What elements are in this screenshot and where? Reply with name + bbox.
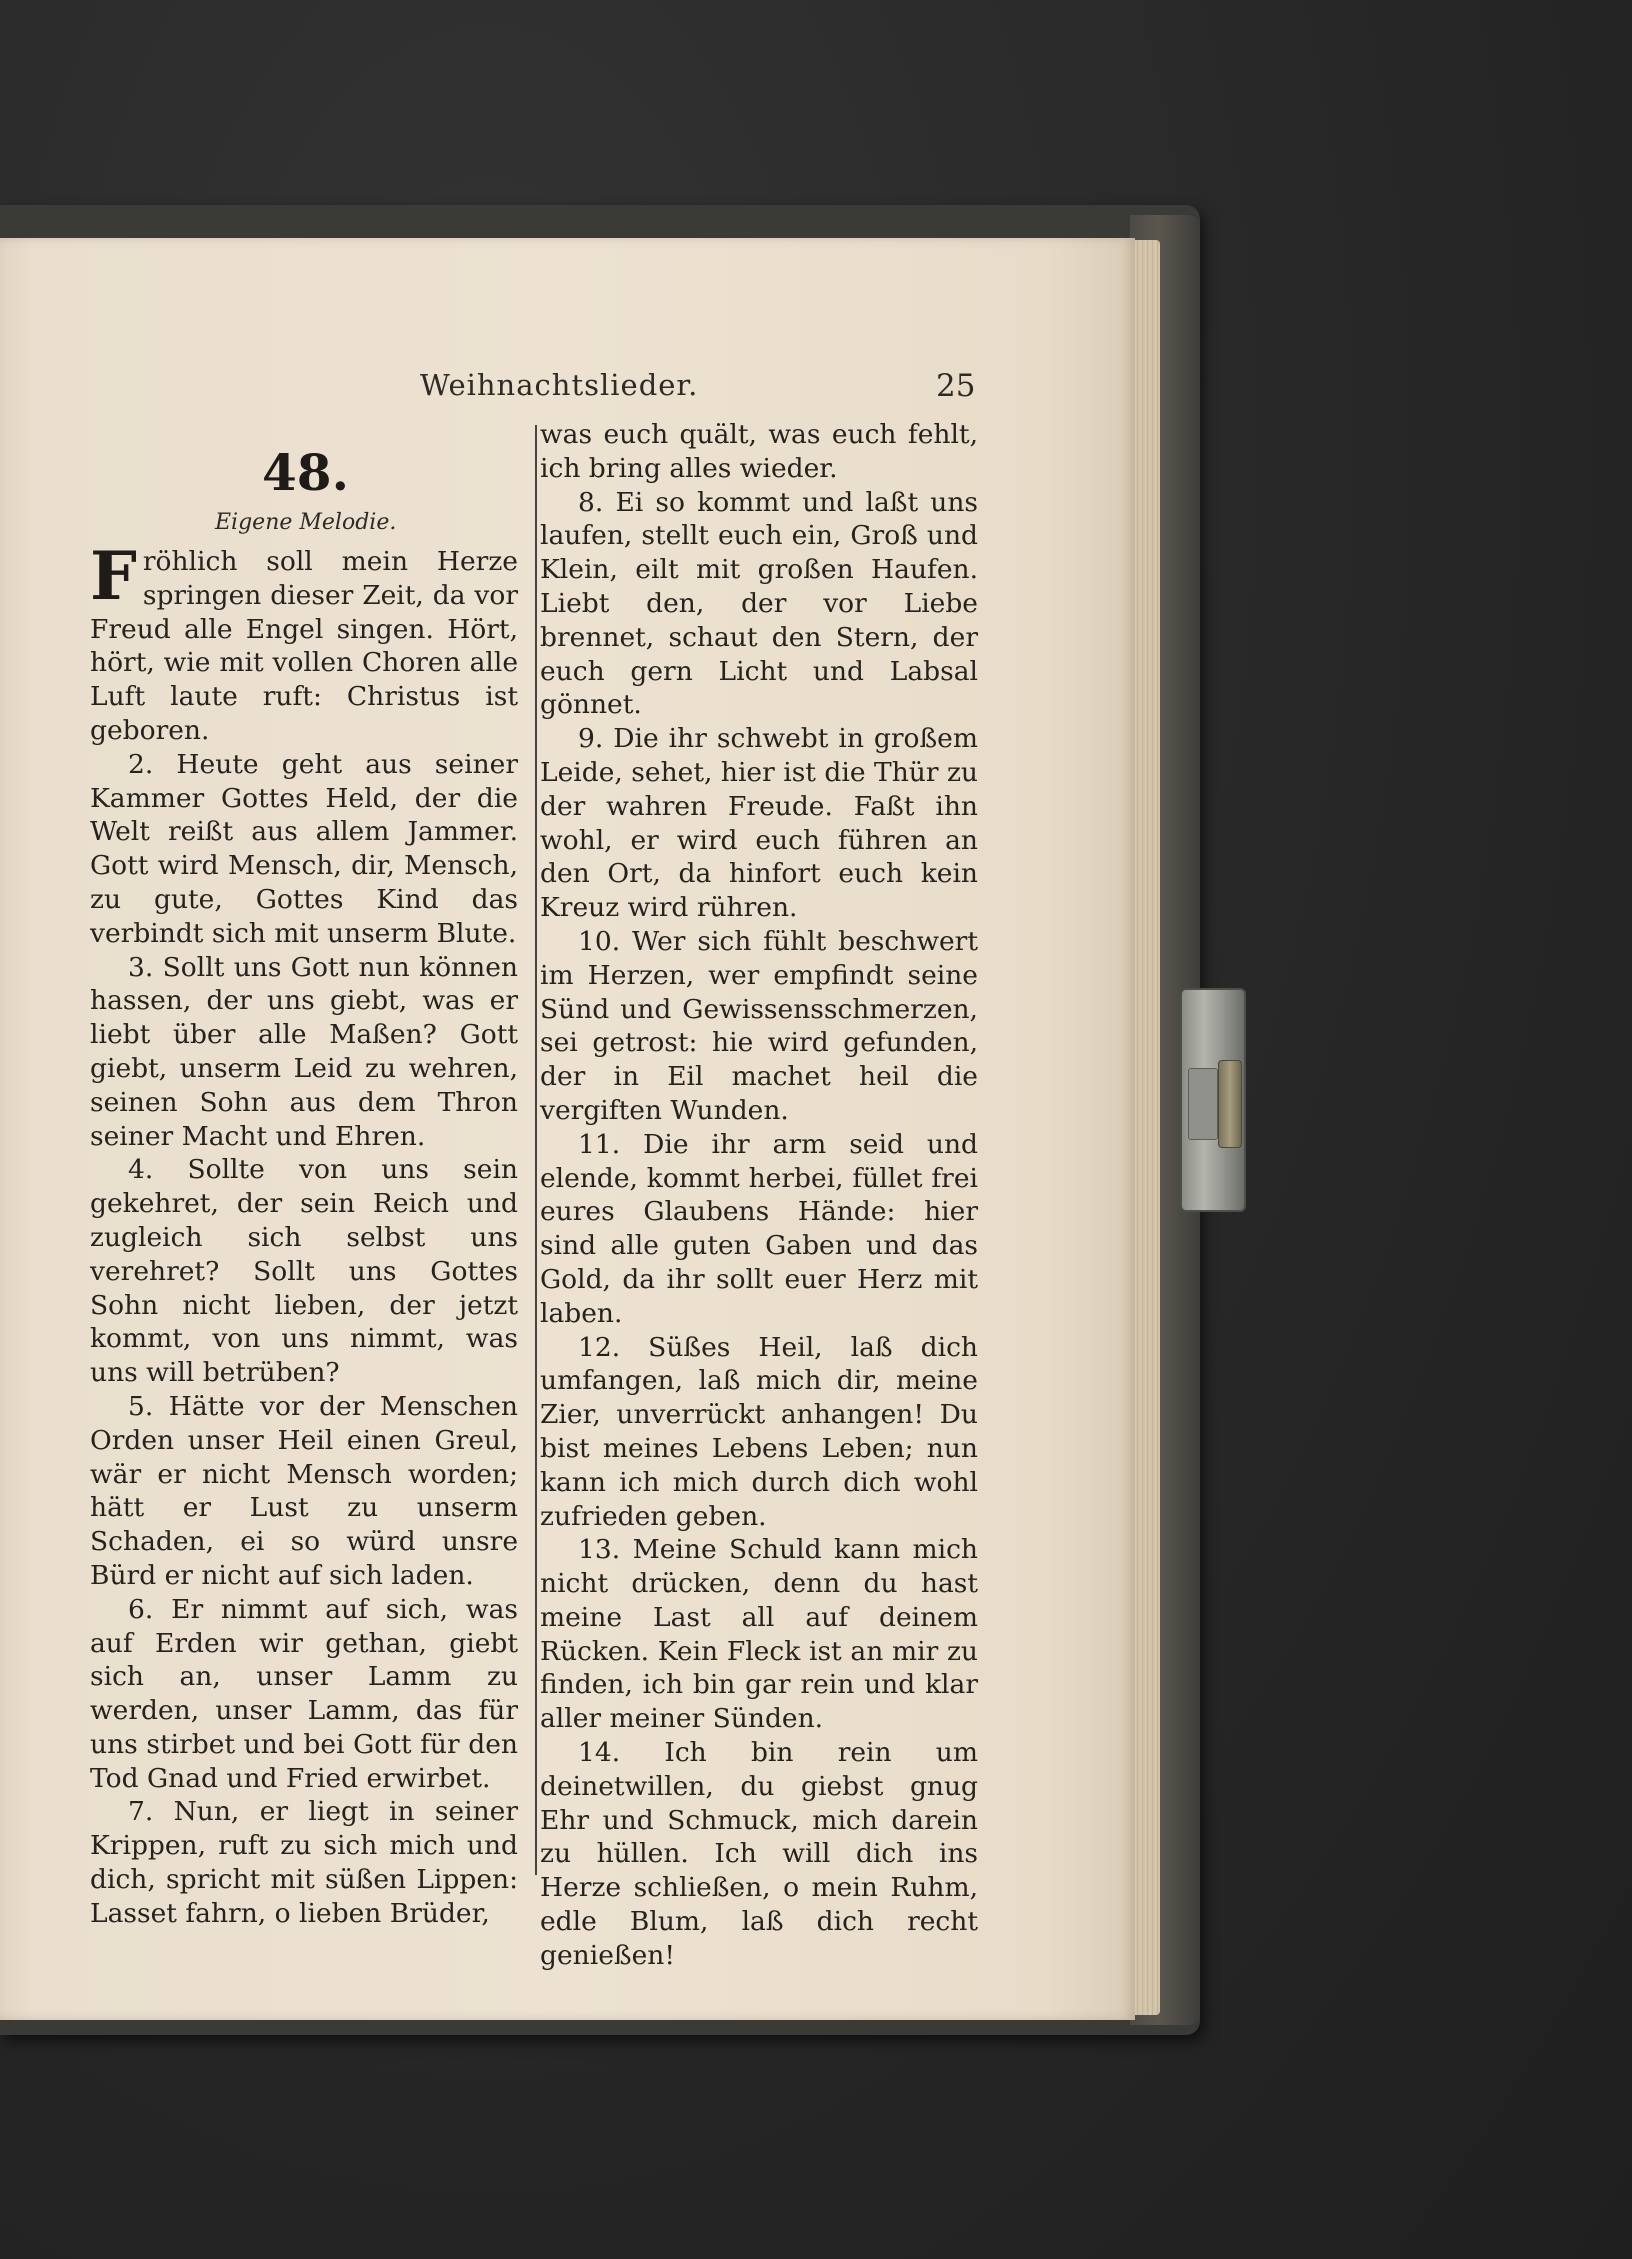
stanza-10: 10. Wer sich fühlt beschwert im Herzen, wer empfindt seine Sünd und Gewissensschmerzen, sei getrost: hie wird gefunden, der in Eil machet heil die vergiften Wunden. (540, 925, 978, 1126)
stanza-3: 3. Sollt uns Gott nun können hassen, der uns giebt, was er liebt über alle Maßen? Gott giebt, unserm Leid zu wehren, seinen Sohn aus dem Thron seiner Macht und Ehren. (90, 951, 518, 1152)
page-number: 25 (936, 368, 976, 404)
hymn-number: 48. (262, 443, 349, 502)
stanza-6: 6. Er nimmt auf sich, was auf Erden wir gethan, giebt sich an, unser Lamm zu werden, unser Lamm, das für uns stirbet und bei Gott für den Tod Gnad und Fried erwirbet. (90, 1593, 518, 1794)
column-divider (535, 425, 537, 1875)
stanza-4: 4. Sollte von uns sein gekehret, der sein Reich und zugleich sich selbst uns verehret? Sollt uns Gottes Sohn nicht lieben, der jetzt kommt, von uns nimmt, was uns will betrüben? (90, 1154, 518, 1389)
stanza-13: 13. Meine Schuld kann mich nicht drücken, denn du hast meine Last all auf deinem Rücken. Kein Fleck ist an mir zu finden, ich bin gar rein und klar aller meiner Sünden. (540, 1534, 978, 1735)
stanza-9: 9. Die ihr schwebt in großem Leide, sehet, hier ist die Thür zu der wahren Freude. Faßt ihn wohl, er wird euch führen an den Ort, da hinfort euch kein Kreuz wird rühren. (540, 723, 978, 924)
stanza-5: 5. Hätte vor der Menschen Orden unser Heil einen Greul, wär er nicht Mensch worden; hätt er Lust zu unserm Schaden, ei so würd unsre Bürd er nicht auf sich laden. (90, 1390, 518, 1591)
stanza-14: 14. Ich bin rein um deinetwillen, du giebst gnug Ehr und Schmuck, mich darein zu hüllen. Ich will dich ins Herze schließen, o mein Ruhm, edle Blum, laß dich recht genießen! (540, 1737, 978, 1971)
stanza-2: 2. Heute geht aus seiner Kammer Gottes Held, der die Welt reißt aus allem Jammer. Gott wird Mensch, dir, Mensch, zu gute, Gottes Kind das verbindt sich mit unserm Blute. (90, 748, 518, 949)
stanza-11: 11. Die ihr arm seid und elende, kommt herbei, füllet frei eures Glaubens Hände: hier sind alle guten Gaben und das Gold, da ihr sollt euer Herz mit laben. (540, 1128, 978, 1329)
clasp-pin (1188, 1068, 1218, 1140)
running-header: Weihnachtslieder. (420, 368, 699, 402)
clasp-hinge (1218, 1060, 1242, 1148)
left-column (90, 537, 518, 1931)
drop-cap: F (90, 537, 137, 615)
stanza-1: Fröhlich soll mein Herze springen dieser Zeit, da vor Freud alle Engel singen. Hört, hört, wie mit vollen Choren alle Luft laute ruft: Christus ist geboren. (90, 537, 518, 746)
stanza-7-continued: was euch quält, was euch fehlt, ich bring alles wieder. (540, 419, 978, 484)
stanza-8: 8. Ei so kommt und laßt uns laufen, stellt euch ein, Groß und Klein, eilt mit großen Haufen. Liebt den, der vor Liebe brennet, schaut den Stern, der euch gern Licht und Labsal gönnet. (540, 486, 978, 721)
stanza-12: 12. Süßes Heil, laß dich umfangen, laß mich dir, meine Zier, unverrückt anhangen! Du bist meines Lebens Leben; nun kann ich mich durch dich wohl zufrieden geben. (540, 1331, 978, 1532)
melody-note: Eigene Melodie. (215, 510, 397, 535)
right-column (540, 418, 978, 1973)
stanza-7: 7. Nun, er liegt in seiner Krippen, ruft zu sich mich und dich, spricht mit süßen Lippen: Lasset fahrn, o lieben Brüder, (90, 1796, 518, 1929)
